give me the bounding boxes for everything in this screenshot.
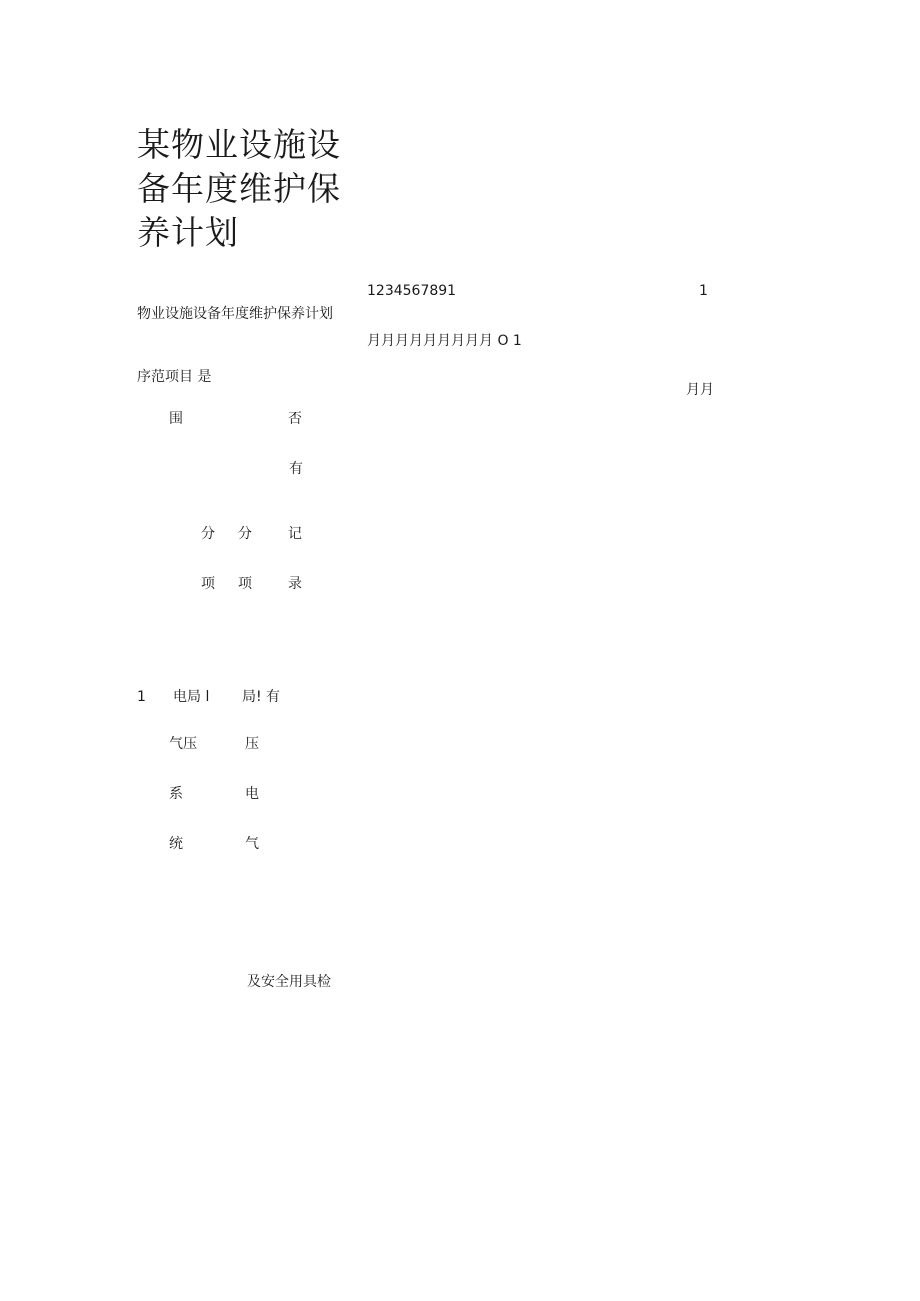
header-ji: 记 bbox=[288, 526, 302, 542]
row-1-number: 1 bbox=[137, 689, 146, 705]
row-1-category-line-4: 统 bbox=[169, 836, 183, 852]
header-xiang-1: 项 bbox=[201, 576, 215, 592]
document-title-line-3: 养计划 bbox=[137, 213, 239, 252]
row-1-item-line-2: 压 bbox=[245, 736, 259, 752]
row-1-category-line-3: 系 bbox=[169, 786, 183, 802]
header-you: 有 bbox=[289, 461, 303, 477]
document-title-line-1: 某物业设施设 bbox=[137, 125, 341, 164]
month-number-right: 1 bbox=[699, 283, 708, 299]
month-numbers: 1234567891 bbox=[367, 283, 457, 299]
header-fou: 否 bbox=[288, 411, 302, 427]
header-wei: 围 bbox=[169, 411, 183, 427]
header-lu: 录 bbox=[288, 576, 302, 592]
header-fen-1: 分 bbox=[201, 526, 215, 542]
row-1-item-line-3: 电 bbox=[245, 786, 259, 802]
header-fen-2: 分 bbox=[238, 526, 252, 542]
row-1-item-line-4: 气 bbox=[245, 836, 259, 852]
months-row: 月月月月月月月月月 O 1 bbox=[367, 333, 522, 349]
header-seq-range-item-yes: 序范项目 是 bbox=[137, 369, 212, 385]
row-1-note: 及安全用具检 bbox=[247, 974, 331, 990]
months-right: 月月 bbox=[686, 382, 714, 398]
row-1-category-line-2: 气压 bbox=[169, 736, 197, 752]
row-1-item-line-1: 局! 有 bbox=[242, 689, 281, 705]
document-title-line-2: 备年度维护保 bbox=[137, 169, 341, 208]
header-xiang-2: 项 bbox=[238, 576, 252, 592]
row-1-category-line-1: 电局 l bbox=[173, 689, 210, 705]
document-subtitle: 物业设施设备年度维护保养计划 bbox=[137, 306, 333, 322]
